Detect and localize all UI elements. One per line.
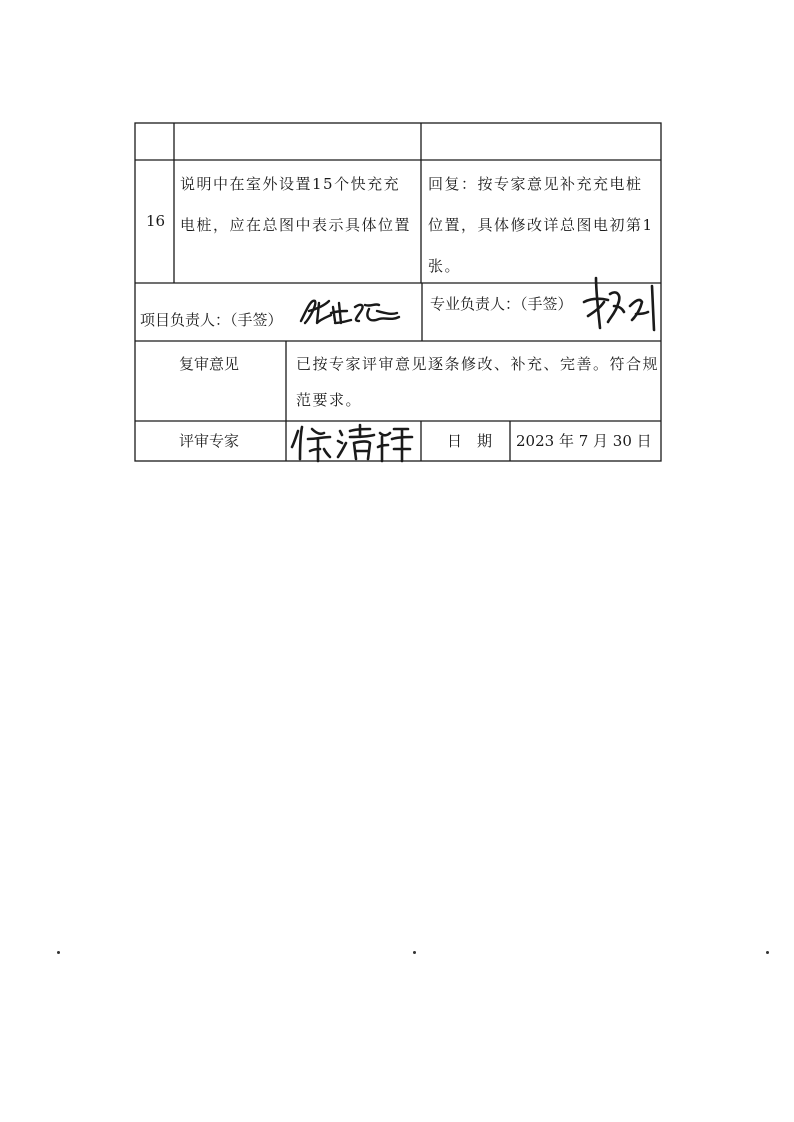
scan-speck xyxy=(413,951,416,954)
date-label: 日 期 xyxy=(447,432,493,450)
discipline-leader-signature xyxy=(580,272,662,334)
review-expert-signature xyxy=(290,423,420,465)
scan-speck xyxy=(766,951,769,954)
project-leader-signature xyxy=(295,293,415,333)
discipline-leader-label: 专业负责人：（手签） xyxy=(430,295,573,313)
project-leader-label: 项目负责人：（手签） xyxy=(140,311,283,329)
review-expert-label: 评审专家 xyxy=(179,432,240,450)
row-number: 16 xyxy=(146,212,166,230)
reply-text: 回复：按专家意见补充充电桩位置，具体修改详总图电初第1张。 xyxy=(428,175,654,275)
review-opinion-label: 复审意见 xyxy=(179,355,240,373)
comment-text: 说明中在室外设置15个快充充电桩，应在总图中表示具体位置 xyxy=(180,175,412,234)
review-opinion-text: 已按专家评审意见逐条修改、补充、完善。符合规范要求。 xyxy=(296,355,660,409)
scan-speck xyxy=(57,951,60,954)
date-value: 2023 年 7 月 30 日 xyxy=(516,432,652,450)
